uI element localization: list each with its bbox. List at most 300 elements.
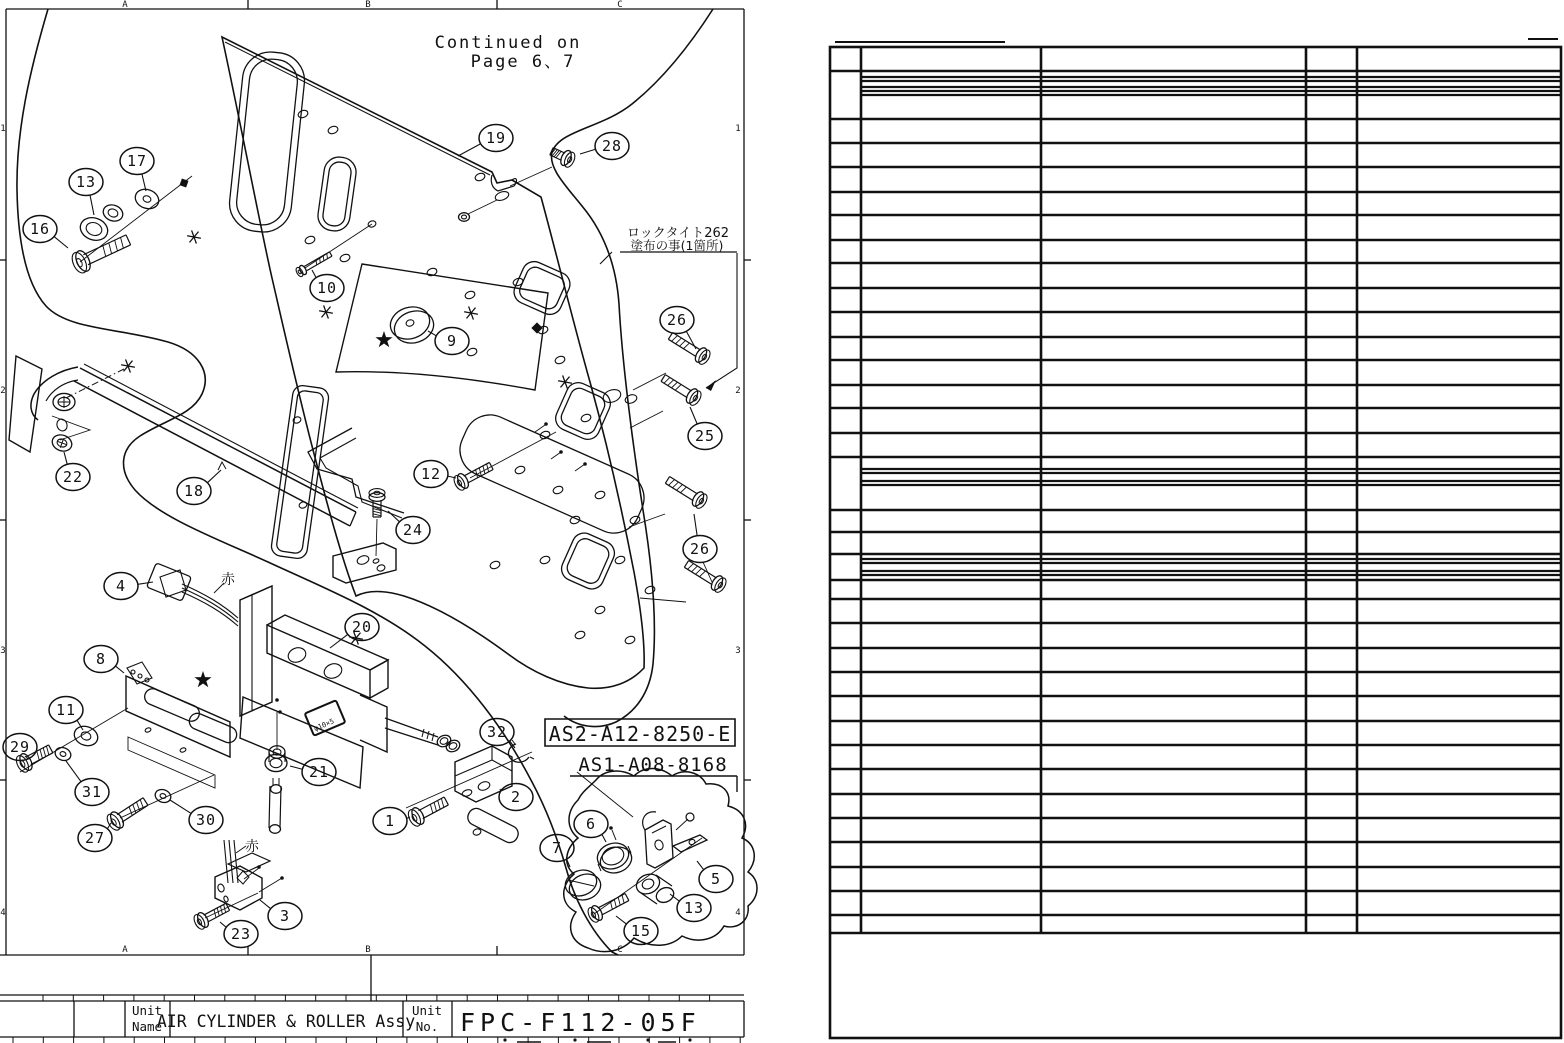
ref-label-as2: AS2-A12-8250-E <box>548 722 732 746</box>
hole <box>574 630 586 640</box>
balloon-26 <box>683 514 717 563</box>
centerline <box>510 167 552 186</box>
screw-head-depth <box>295 266 305 277</box>
part-outline <box>676 819 688 830</box>
balloon-16 <box>23 216 68 249</box>
part-outline <box>432 733 434 741</box>
balloon-3 <box>260 900 302 930</box>
part-outline <box>427 731 429 739</box>
balloon-number: 22 <box>62 468 84 486</box>
hole <box>466 347 478 357</box>
balloon-26 <box>660 307 696 350</box>
screw-socket <box>298 270 302 275</box>
hole <box>217 883 225 893</box>
screw-tip <box>49 745 53 753</box>
small-circle <box>686 813 694 821</box>
balloon-leader <box>694 514 697 536</box>
hole <box>472 828 482 836</box>
screw-glyph <box>406 797 448 828</box>
hole <box>594 605 606 615</box>
balloon-number: 13 <box>683 899 705 917</box>
washer-bore <box>405 319 415 327</box>
screw-thread <box>441 798 443 807</box>
zone-letter-bottom: C <box>617 945 623 955</box>
star-mark <box>375 331 392 347</box>
balloon-number: 12 <box>420 465 442 483</box>
balloon-number: 28 <box>601 137 623 155</box>
asterisk-mark <box>319 305 333 318</box>
balloon-number: 10 <box>316 279 338 297</box>
screw-thread <box>673 482 679 488</box>
hole <box>489 560 501 570</box>
hole <box>580 413 592 423</box>
balloon-18 <box>177 470 221 505</box>
washer-bore <box>270 758 282 767</box>
balloon-leader <box>54 237 68 248</box>
screw-thread <box>109 243 112 254</box>
part-outline <box>320 438 402 518</box>
part-outline <box>530 757 534 759</box>
hole <box>304 235 316 245</box>
balloon-leader <box>66 761 81 782</box>
screw-thread <box>430 804 432 813</box>
part-outline <box>182 588 238 622</box>
screw-socket <box>411 814 418 822</box>
balloon-leader <box>220 922 226 927</box>
screw-thread <box>434 802 436 811</box>
balloon-number: 6 <box>585 815 597 833</box>
zone-number-left: 4 <box>0 908 6 918</box>
unit-name-label-line1: Unit <box>131 1003 163 1018</box>
balloon-number: 21 <box>308 763 330 781</box>
ruler-dot <box>573 1038 576 1041</box>
screw-tip <box>143 798 148 806</box>
centerline <box>577 772 633 817</box>
part-outline <box>240 586 272 600</box>
parts-list-table <box>830 39 1561 1038</box>
centerline <box>535 425 545 432</box>
part-outline <box>182 592 238 626</box>
part-outline <box>84 364 358 508</box>
screw-thread <box>676 485 682 491</box>
part-outline <box>80 368 356 512</box>
part-outline <box>17 9 618 955</box>
zone-letter-top: B <box>365 0 371 10</box>
balloon-5 <box>697 861 733 893</box>
screw-socket <box>110 818 117 826</box>
washer-bore <box>462 215 467 219</box>
screw-thread <box>683 343 689 349</box>
zone-number-right: 2 <box>735 386 741 396</box>
washer <box>270 825 281 834</box>
screw-thread <box>676 338 682 344</box>
balloon-13 <box>69 169 103 216</box>
screw-tip <box>126 235 131 245</box>
part-outline <box>160 570 186 597</box>
screw-shaft <box>665 375 691 391</box>
balloon-leader <box>207 470 221 483</box>
balloon-31 <box>66 761 109 806</box>
part-outline <box>215 866 262 910</box>
screw-thread <box>675 385 681 391</box>
title-block <box>132 1003 701 1037</box>
hole <box>594 490 606 500</box>
part-outline <box>360 695 387 752</box>
unit-name-value: AIR CYLINDER & ROLLER Assy <box>156 1012 416 1031</box>
washer <box>444 738 461 754</box>
screw-thread <box>115 240 118 251</box>
zone-letter-top: C <box>617 0 623 10</box>
screw-shaft <box>117 798 143 815</box>
balloon-leader <box>142 174 146 191</box>
screw-shaft <box>88 245 131 265</box>
balloon-leader <box>690 407 697 424</box>
hole <box>624 393 638 405</box>
part-slot <box>142 686 202 723</box>
screw-shaft <box>684 567 712 584</box>
hole <box>130 669 135 674</box>
hole <box>327 125 339 135</box>
balloon-number: 29 <box>9 738 31 756</box>
part-outline <box>706 253 737 388</box>
hole <box>644 585 656 595</box>
part-outline <box>641 893 657 904</box>
part-slot <box>276 390 324 554</box>
balloon-number: 3 <box>279 907 291 925</box>
hole <box>286 645 308 664</box>
balloon-6 <box>574 811 608 843</box>
part-outline <box>218 462 226 470</box>
zone-letter-bottom: A <box>122 945 128 955</box>
dash-centerline <box>66 369 124 398</box>
washer <box>459 213 470 222</box>
screw-shaft <box>661 381 687 397</box>
washer <box>101 202 125 223</box>
balloon-13 <box>670 894 711 922</box>
balloon-28 <box>580 133 629 160</box>
screw-shaft <box>122 805 148 822</box>
star-mark <box>194 671 211 687</box>
balloon-number: 30 <box>195 811 217 829</box>
balloon-leader <box>616 916 626 924</box>
hole <box>539 555 551 565</box>
screw-thread <box>121 237 124 248</box>
balloon-number: 27 <box>84 829 106 847</box>
part-slot <box>322 161 353 227</box>
centerline <box>629 514 665 527</box>
screw-thread <box>669 480 675 486</box>
balloon-leader <box>170 800 191 813</box>
sheet-frame <box>0 0 751 1043</box>
part-outline <box>222 37 644 688</box>
screw-tip <box>444 797 448 805</box>
washer <box>265 754 287 771</box>
balloon-17 <box>120 148 154 192</box>
balloon-20 <box>330 614 379 649</box>
balloon-number: 13 <box>75 173 97 191</box>
balloon-leader <box>458 144 481 156</box>
zone-letter-bottom: B <box>365 945 371 955</box>
screw-thread <box>614 899 616 907</box>
screw-thread <box>699 571 705 577</box>
balloon-number: 1 <box>384 812 396 830</box>
balloon-4 <box>104 573 153 600</box>
balloon-number: 17 <box>126 152 148 170</box>
balloon-21 <box>290 759 336 786</box>
balloon-number: 18 <box>183 482 205 500</box>
balloon-19 <box>458 125 513 157</box>
unit-no-label-line2: No. <box>415 1019 439 1034</box>
diamond-mark <box>531 322 542 333</box>
balloon-10 <box>310 270 344 302</box>
screw-thread <box>140 800 143 809</box>
balloon-leader <box>64 452 67 464</box>
screw-tip <box>625 894 629 901</box>
asterisk-mark <box>121 359 135 372</box>
balloon-leader <box>670 894 679 901</box>
balloon-number: 5 <box>710 870 722 888</box>
part-slot <box>305 700 346 735</box>
screw-thread <box>129 807 132 816</box>
washer-bore <box>107 208 119 219</box>
part-slot <box>465 806 521 846</box>
balloon-number: 24 <box>402 521 424 539</box>
balloon-number: 32 <box>486 723 508 741</box>
dot-mark <box>278 710 282 714</box>
screw-thread <box>671 382 677 388</box>
centerline <box>575 464 585 471</box>
screw-thread <box>103 246 106 257</box>
screw-thread <box>43 748 45 757</box>
washer <box>153 787 172 804</box>
screw-thread <box>668 380 674 386</box>
balloon-number: 7 <box>551 839 563 857</box>
zone-number-left: 2 <box>0 386 6 396</box>
hole <box>477 780 491 792</box>
balloon-number: 31 <box>81 783 103 801</box>
part-outline <box>9 356 42 452</box>
hole <box>179 747 186 753</box>
centerline <box>376 519 377 556</box>
balloon-number: 19 <box>485 129 507 147</box>
balloon-30 <box>170 800 223 834</box>
hole <box>356 554 370 566</box>
unit-no-value: FPC-F112-05F <box>460 1008 701 1037</box>
screw-glyph <box>192 903 230 931</box>
part-outline <box>652 826 666 833</box>
screw-thread <box>695 569 701 575</box>
screw-thread <box>438 800 440 809</box>
hole <box>624 635 636 645</box>
hole <box>464 290 476 300</box>
part-outline <box>512 740 515 744</box>
washer <box>53 745 72 762</box>
screw-tip <box>329 252 332 256</box>
part-outline <box>224 840 228 883</box>
balloon-9 <box>428 328 469 355</box>
washer <box>633 870 663 897</box>
screw-tip <box>665 477 669 484</box>
red-mark-upper: 赤 <box>221 572 235 588</box>
zone-number-left: 3 <box>0 646 6 656</box>
hole <box>514 465 526 475</box>
screw-glyph <box>684 561 728 595</box>
part-slot <box>187 711 239 745</box>
screw-thread <box>622 895 624 903</box>
part-outline <box>350 512 356 526</box>
centerline <box>630 411 663 428</box>
screw-thread <box>373 511 381 513</box>
hole <box>339 253 351 263</box>
balloon-25 <box>688 407 722 450</box>
part-outline <box>612 830 616 840</box>
hole <box>298 501 308 509</box>
balloon-8 <box>84 646 124 674</box>
balloon-number: 2 <box>510 788 522 806</box>
asterisk-mark <box>464 306 478 319</box>
balloon-number: 26 <box>689 540 711 558</box>
washer-bore <box>80 731 92 742</box>
washer <box>271 785 282 794</box>
screw-thread <box>692 566 698 572</box>
balloon-number: 8 <box>95 650 107 668</box>
part-outline <box>370 660 388 698</box>
ruler-dot <box>688 1038 691 1041</box>
screw-thread <box>46 746 48 755</box>
balloon-24 <box>388 511 430 544</box>
part-outline <box>269 786 270 828</box>
balloon-2 <box>499 784 533 811</box>
red-mark-lower: 赤 <box>245 839 259 855</box>
zone-number-right: 3 <box>735 646 741 656</box>
screw-shaft <box>670 477 698 494</box>
zone-letter-top: A <box>122 0 128 10</box>
part-outline <box>422 729 424 737</box>
exploded-view-drawing <box>9 9 757 955</box>
hole <box>144 727 151 733</box>
dot-mark <box>609 826 613 830</box>
washer-bore <box>142 195 152 204</box>
centerline <box>205 893 258 918</box>
screw-thread <box>664 377 670 383</box>
balloon-leader <box>686 331 696 349</box>
screw-shaft <box>673 333 701 350</box>
screw-tip <box>684 561 688 568</box>
balloon-leader <box>290 766 302 769</box>
balloon-number: 9 <box>446 332 458 350</box>
part-outline <box>564 769 757 952</box>
balloon-leader <box>697 861 704 870</box>
centerline <box>640 598 686 602</box>
hole <box>297 109 309 119</box>
hole <box>552 485 564 495</box>
balloon-1 <box>373 808 410 835</box>
loctite-note-line1: ロックタイト262 <box>626 226 730 241</box>
screw-glyph <box>665 477 709 511</box>
continued-note-line1: Continued on <box>434 33 582 53</box>
loctite-note-line2: 塗布の事(1箇所) <box>630 238 724 253</box>
screw-shaft <box>689 561 717 578</box>
washer-bore <box>84 220 103 237</box>
part-outline <box>237 871 249 884</box>
balloon-23 <box>220 921 258 948</box>
balloon-leader <box>260 900 271 909</box>
screw-glyph <box>661 375 703 408</box>
screw-thread <box>327 253 328 258</box>
balloon-leader <box>580 149 596 154</box>
part-outline <box>385 728 438 745</box>
balloon-leader <box>602 834 606 842</box>
part-outline <box>645 820 673 868</box>
continued-note-line2: Page 6、7 <box>470 52 576 72</box>
balloon-number: 4 <box>115 577 127 595</box>
balloon-leader <box>116 666 124 673</box>
balloon-number: 16 <box>29 220 51 238</box>
balloon-number: 15 <box>630 922 652 940</box>
balloon-number: 25 <box>694 427 716 445</box>
hole <box>474 172 486 182</box>
balloon-number: 26 <box>666 311 688 329</box>
screw-socket <box>75 258 83 268</box>
hole <box>461 788 472 797</box>
part-slot <box>316 155 358 233</box>
balloon-number: 11 <box>55 701 77 719</box>
part-outline <box>656 875 672 886</box>
balloon-leader <box>138 582 153 584</box>
screw-thread <box>618 897 620 905</box>
screw-thread <box>373 514 381 516</box>
ref-label-as1: AS1-A08-8168 <box>578 754 728 776</box>
part-slot <box>147 563 192 601</box>
centerline <box>470 432 556 478</box>
asterisk-mark <box>187 230 201 243</box>
screw-thread <box>672 336 678 342</box>
part-outline <box>333 543 396 583</box>
centerline <box>468 200 497 214</box>
part-slot <box>452 407 653 542</box>
part-outline <box>551 9 716 727</box>
screw-thread <box>688 564 694 570</box>
table-outer-border <box>830 47 1561 1038</box>
screw-thread <box>679 341 685 347</box>
screw-glyph <box>69 235 130 275</box>
screw-thread <box>554 150 559 156</box>
hole <box>372 558 379 564</box>
part-outline <box>225 42 490 175</box>
hole <box>376 564 386 572</box>
ruler-dot <box>503 1038 506 1041</box>
ruler-dot <box>646 1038 649 1041</box>
dot-mark <box>275 698 279 702</box>
hole <box>614 555 626 565</box>
leader-arrowhead <box>706 380 716 391</box>
screw-glyph <box>452 462 493 492</box>
balloon-leader <box>90 195 94 215</box>
washer <box>77 214 111 244</box>
screw-thread <box>680 487 686 493</box>
balloon-leader <box>312 270 316 278</box>
hole <box>223 895 229 902</box>
balloon-27 <box>78 823 112 852</box>
screw-shaft <box>665 483 693 500</box>
cylinder-size-label: φ10×5 <box>312 717 336 733</box>
zone-number-right: 4 <box>735 908 741 918</box>
balloon-12 <box>414 461 456 488</box>
balloon-22 <box>56 452 90 491</box>
zone-number-left: 1 <box>0 124 6 134</box>
screw-thread <box>556 151 561 157</box>
unit-no-label-line1: Unit <box>411 1003 443 1018</box>
